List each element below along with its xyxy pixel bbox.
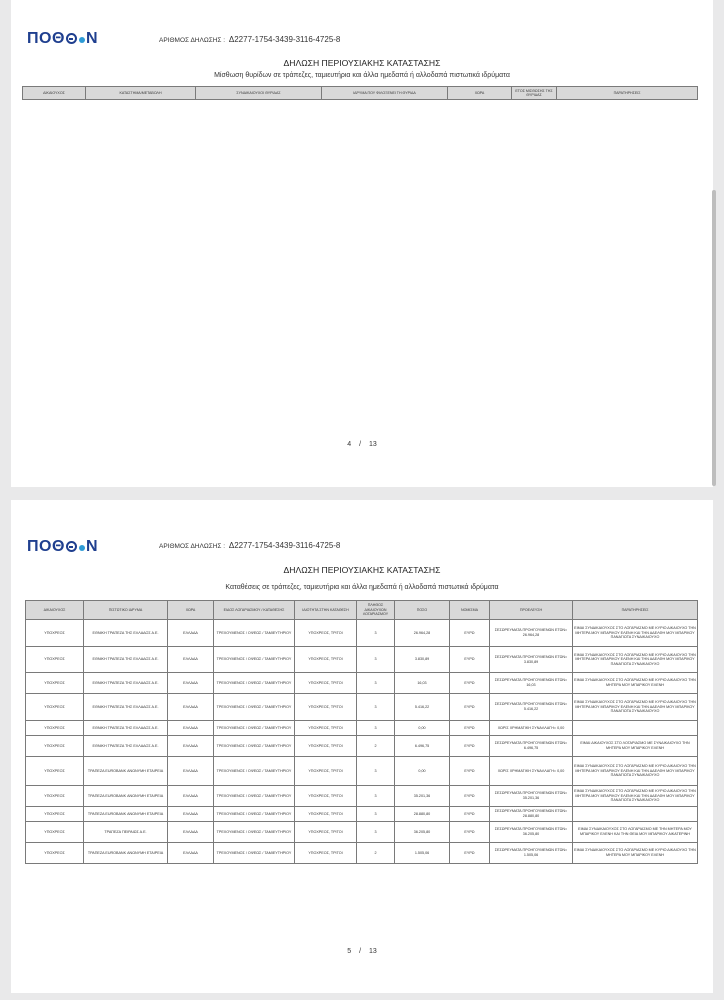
amount-cell: 16,03 bbox=[395, 673, 450, 694]
table-row bbox=[26, 786, 698, 807]
table-header-row bbox=[26, 601, 698, 620]
holders-count-cell: 3 bbox=[357, 721, 395, 736]
amount-cell: 28.880,80 bbox=[395, 807, 450, 822]
holders-count-cell: 3 bbox=[357, 620, 395, 647]
amount-cell: 0,00 bbox=[395, 757, 450, 786]
account-type-cell: ΤΡΕΧΟΥΜΕΝΟΣ / ΟΨΕΩΣ / ΤΑΜΙΕΥΤΗΡΙΟΥ bbox=[214, 757, 295, 786]
capacity-cell: ΥΠΟΧΡΕΟΣ, ΤΡΙΤΟΙ bbox=[295, 721, 357, 736]
currency-cell: ΕΥΡΩ bbox=[450, 647, 490, 673]
bank-cell: ΕΘΝΙΚΗ ΤΡΑΠΕΖΑ ΤΗΣ ΕΛΛΑΔΟΣ Α.Ε. bbox=[84, 620, 168, 647]
declaration-number bbox=[159, 541, 340, 550]
document-page-5 bbox=[11, 500, 713, 993]
origin-cell: ΣΕΣΩΡΕΥΜΑΤΑ ΠΡΟΗΓΟΥΜΕΝΩΝ ΕΤΩΝ= 28.880,80 bbox=[490, 807, 573, 822]
holders-count-cell: 2 bbox=[357, 736, 395, 757]
table-row bbox=[26, 736, 698, 757]
page-current: 4 bbox=[347, 441, 352, 448]
amount-cell: 3.830,89 bbox=[395, 647, 450, 673]
origin-cell: ΣΕΣΩΡΕΥΜΑΤΑ ΠΡΟΗΓΟΥΜΕΝΩΝ ΕΤΩΝ= 26.964,28 bbox=[490, 620, 573, 647]
currency-cell: ΕΥΡΩ bbox=[450, 786, 490, 807]
remarks-cell: ΕΙΜΑΙ ΣΥΝΔΙΚΑΙΟΥΧΟΣ ΣΤΟ ΛΟΓΑΡΙΑΣΜΟ ΜΕ ΚΥΡΙΟ ΔΙΚΑΙΟΥΧΟ ΤΗΝ ΜΗΤΕΡΑ ΜΟΥ ΜΠΑΡΙΚΟΥ ΕΛΕΝΗ bbox=[573, 843, 698, 864]
amount-cell: 1.505,06 bbox=[395, 843, 450, 864]
remarks-cell: ΕΙΜΑΙ ΣΥΝΔΙΚΑΙΟΥΧΟΣ ΣΤΟ ΛΟΓΑΡΙΑΣΜΟ ΜΕ ΚΥΡΙΟ ΔΙΚΑΙΟΥΧΟ ΤΗΝ ΜΗΤΕΡΑ ΜΟΥ ΜΠΑΡΙΚΟΥ ΕΛΕΝΗ ΚΑΙ ΤΗΝ ΑΔΕΛΦΗ ΜΟΥ ΜΠΑΡΙΚΟΥ ΠΑΝΑΓΙΩΤΑ ΣΥΝΔΙΚΑΙΟΥΧΟ bbox=[573, 647, 698, 673]
country-cell: ΕΛΛΑΔΑ bbox=[168, 673, 214, 694]
column-header: ΧΩΡΑ bbox=[448, 87, 512, 100]
column-header: ΕΤΟΣ ΜΙΣΘΩΣΗΣ ΤΗΣ ΘΥΡΙΔΑΣ bbox=[512, 87, 557, 100]
table-row bbox=[26, 620, 698, 647]
currency-cell: ΕΥΡΩ bbox=[450, 673, 490, 694]
holders-count-cell: 3 bbox=[357, 807, 395, 822]
remarks-cell bbox=[573, 807, 698, 822]
holders-count-cell: 3 bbox=[357, 786, 395, 807]
column-header: ΕΙΔΟΣ ΛΟΓΑΡΙΑΣΜΟΥ / ΚΑΤΑΘΕΣΗΣ bbox=[214, 601, 295, 620]
capacity-cell: ΥΠΟΧΡΕΟΣ, ΤΡΙΤΟΙ bbox=[295, 736, 357, 757]
pothen-logo: ΠΟΘ Ν bbox=[27, 538, 99, 555]
declaration-number-value: Δ2277-1754-3439-3116-4725-8 bbox=[228, 35, 341, 44]
holders-count-cell: 3 bbox=[357, 647, 395, 673]
bank-cell: ΤΡΑΠΕΖΑ ΠΕΙΡΑΙΩΣ Α.Ε. bbox=[84, 822, 168, 843]
beneficiary-cell: ΥΠΟΧΡΕΟΣ bbox=[26, 786, 84, 807]
country-cell: ΕΛΛΑΔΑ bbox=[168, 647, 214, 673]
declaration-number bbox=[159, 35, 340, 44]
page-counter bbox=[11, 948, 713, 955]
page-total: 13 bbox=[368, 948, 377, 955]
table-row bbox=[26, 843, 698, 864]
holders-count-cell: 3 bbox=[357, 757, 395, 786]
origin-cell: ΣΕΣΩΡΕΥΜΑΤΑ ΠΡΟΗΓΟΥΜΕΝΩΝ ΕΤΩΝ= 35.201,36 bbox=[490, 786, 573, 807]
country-cell: ΕΛΛΑΔΑ bbox=[168, 786, 214, 807]
account-type-cell: ΤΡΕΧΟΥΜΕΝΟΣ / ΟΨΕΩΣ / ΤΑΜΙΕΥΤΗΡΙΟΥ bbox=[214, 786, 295, 807]
table-header-row bbox=[23, 87, 698, 100]
remarks-cell: ΕΙΜΑΙ ΣΥΝΔΙΚΑΙΟΥΧΟΣ ΣΤΟ ΛΟΓΑΡΙΑΣΜΟ ΜΕ ΚΥΡΙΟ ΔΙΚΑΙΟΥΧΟ ΤΗΝ ΜΗΤΕΡΑ ΜΟΥ ΜΠΑΡΙΚΟΥ ΕΛΕΝΗ ΚΑΙ ΤΗΝ ΑΔΕΛΦΗ ΜΟΥ ΜΠΑΡΙΚΟΥ ΠΑΝΑΓΙΩΤΑ ΣΥΝΔΙΚΑΙΟΥΧΟ bbox=[573, 694, 698, 721]
table-row bbox=[26, 807, 698, 822]
page-total: 13 bbox=[368, 441, 377, 448]
pothen-logo: ΠΟΘ Ν bbox=[27, 30, 99, 47]
bank-cell: ΕΘΝΙΚΗ ΤΡΑΠΕΖΑ ΤΗΣ ΕΛΛΑΔΟΣ Α.Ε. bbox=[84, 694, 168, 721]
amount-cell: 0,00 bbox=[395, 721, 450, 736]
currency-cell: ΕΥΡΩ bbox=[450, 736, 490, 757]
capacity-cell: ΥΠΟΧΡΕΟΣ, ΤΡΙΤΟΙ bbox=[295, 694, 357, 721]
page-title: ΔΗΛΩΣΗ ΠΕΡΙΟΥΣΙΑΚΗΣ ΚΑΤΑΣΤΑΣΗΣ bbox=[283, 565, 441, 575]
remarks-cell: ΕΙΜΑΙ ΣΥΝΔΙΚΑΙΟΥΧΟΣ ΣΤΟ ΛΟΓΑΡΙΑΣΜΟ ΜΕ ΚΥΡΙΟ ΔΙΚΑΙΟΥΧΟ ΤΗΝ ΜΗΤΕΡΑ ΜΟΥ ΜΠΑΡΙΚΟΥ ΕΛΕΝΗ ΚΑΙ ΤΗΝ ΑΔΕΛΦΗ ΜΟΥ ΜΠΑΡΙΚΟΥ ΠΑΝΑΓΙΩΤΑ ΣΥΝΔΙΚΑΙΟΥΧΟ bbox=[573, 757, 698, 786]
remarks-cell bbox=[573, 721, 698, 736]
page-title: ΔΗΛΩΣΗ ΠΕΡΙΟΥΣΙΑΚΗΣ ΚΑΤΑΣΤΑΣΗΣ bbox=[283, 58, 441, 68]
column-header: ΧΩΡΑ bbox=[168, 601, 214, 620]
amount-cell: 36.205,80 bbox=[395, 822, 450, 843]
column-header: ΠΟΣΟ bbox=[395, 601, 450, 620]
currency-cell: ΕΥΡΩ bbox=[450, 721, 490, 736]
origin-cell: ΧΩΡΙΣ ΧΡΗΜΑΤΙΚΗ ΣΥΝΑΛΛΑΓΗ= 0,00 bbox=[490, 757, 573, 786]
beneficiary-cell: ΥΠΟΧΡΕΟΣ bbox=[26, 721, 84, 736]
beneficiary-cell: ΥΠΟΧΡΕΟΣ bbox=[26, 673, 84, 694]
country-cell: ΕΛΛΑΔΑ bbox=[168, 822, 214, 843]
column-header: ΙΔΙΟΤΗΤΑ ΣΤΗΝ ΚΑΤΑΘΕΣΗ bbox=[295, 601, 357, 620]
table-row bbox=[26, 822, 698, 843]
bank-cell: ΕΘΝΙΚΗ ΤΡΑΠΕΖΑ ΤΗΣ ΕΛΛΑΔΟΣ Α.Ε. bbox=[84, 721, 168, 736]
currency-cell: ΕΥΡΩ bbox=[450, 694, 490, 721]
country-cell: ΕΛΛΑΔΑ bbox=[168, 620, 214, 647]
origin-cell: ΣΕΣΩΡΕΥΜΑΤΑ ΠΡΟΗΓΟΥΜΕΝΩΝ ΕΤΩΝ= 5.416,22 bbox=[490, 694, 573, 721]
page-counter bbox=[11, 441, 713, 448]
country-cell: ΕΛΛΑΔΑ bbox=[168, 736, 214, 757]
section-subtitle: Καταθέσεις σε τράπεζες, ταμιευτήρια και άλλα ημεδαπά ή αλλοδαπά πιστωτικά ιδρύματα bbox=[225, 584, 499, 591]
table-row bbox=[26, 673, 698, 694]
bank-cell: ΕΘΝΙΚΗ ΤΡΑΠΕΖΑ ΤΗΣ ΕΛΛΑΔΟΣ Α.Ε. bbox=[84, 673, 168, 694]
origin-cell: ΧΩΡΙΣ ΧΡΗΜΑΤΙΚΗ ΣΥΝΑΛΛΑΓΗ= 0,00 bbox=[490, 721, 573, 736]
account-type-cell: ΤΡΕΧΟΥΜΕΝΟΣ / ΟΨΕΩΣ / ΤΑΜΙΕΥΤΗΡΙΟΥ bbox=[214, 647, 295, 673]
remarks-cell: ΕΙΜΑΙ ΔΙΚΑΙΟΥΧΟΣ ΣΤΟ ΛΟΓΑΡΙΑΣΜΟ ΜΕ ΣΥΝΔΙΚΑΙΟΥΧΟ ΤΗΝ ΜΗΤΕΡΑ ΜΟΥ ΜΠΑΡΙΚΟΥ ΕΛΕΝΗ bbox=[573, 736, 698, 757]
account-type-cell: ΤΡΕΧΟΥΜΕΝΟΣ / ΟΨΕΩΣ / ΤΑΜΙΕΥΤΗΡΙΟΥ bbox=[214, 822, 295, 843]
holders-count-cell: 3 bbox=[357, 673, 395, 694]
document-page-4 bbox=[11, 0, 713, 487]
capacity-cell: ΥΠΟΧΡΕΟΣ, ΤΡΙΤΟΙ bbox=[295, 843, 357, 864]
account-type-cell: ΤΡΕΧΟΥΜΕΝΟΣ / ΟΨΕΩΣ / ΤΑΜΙΕΥΤΗΡΙΟΥ bbox=[214, 721, 295, 736]
remarks-cell: ΕΙΜΑΙ ΣΥΝΔΙΚΑΙΟΥΧΟΣ ΣΤΟ ΛΟΓΑΡΙΑΣΜΟ ΜΕ ΤΗΝ ΜΗΤΕΡΑ ΜΟΥ ΜΠΑΡΙΚΟΥ ΕΛΕΝΗ ΚΑΙ ΤΗΝ ΘΕΙΑ ΜΟΥ ΜΠΑΡΙΚΟΥ ΑΙΚΑΤΕΡΙΝΗ bbox=[573, 822, 698, 843]
account-type-cell: ΤΡΕΧΟΥΜΕΝΟΣ / ΟΨΕΩΣ / ΤΑΜΙΕΥΤΗΡΙΟΥ bbox=[214, 694, 295, 721]
bank-cell: ΤΡΑΠΕΖΑ EUROBANK ΑΝΩΝΥΜΗ ΕΤΑΙΡΕΙΑ bbox=[84, 757, 168, 786]
table-row bbox=[26, 721, 698, 736]
origin-cell: ΣΕΣΩΡΕΥΜΑΤΑ ΠΡΟΗΓΟΥΜΕΝΩΝ ΕΤΩΝ= 36.205,80 bbox=[490, 822, 573, 843]
capacity-cell: ΥΠΟΧΡΕΟΣ, ΤΡΙΤΟΙ bbox=[295, 822, 357, 843]
amount-cell: 6.496,75 bbox=[395, 736, 450, 757]
beneficiary-cell: ΥΠΟΧΡΕΟΣ bbox=[26, 757, 84, 786]
page-separator: / bbox=[359, 948, 362, 955]
beneficiary-cell: ΥΠΟΧΡΕΟΣ bbox=[26, 807, 84, 822]
remarks-cell: ΕΙΜΑΙ ΣΥΝΔΙΚΑΙΟΥΧΟΣ ΣΤΟ ΛΟΓΑΡΙΑΣΜΟ ΜΕ ΚΥΡΙΟ ΔΙΚΑΙΟΥΧΟ ΤΗΝ ΜΗΤΕΡΑ ΜΟΥ ΜΠΑΡΙΚΟΥ ΕΛΕΝΗ ΚΑΙ ΤΗΝ ΑΔΕΛΦΗ ΜΟΥ ΜΠΑΡΙΚΟΥ ΠΑΝΑΓΙΩΤΑ ΣΥΝΔΙΚΑΙΟΥΧΟ bbox=[573, 786, 698, 807]
capacity-cell: ΥΠΟΧΡΕΟΣ, ΤΡΙΤΟΙ bbox=[295, 673, 357, 694]
account-type-cell: ΤΡΕΧΟΥΜΕΝΟΣ / ΟΨΕΩΣ / ΤΑΜΙΕΥΤΗΡΙΟΥ bbox=[214, 620, 295, 647]
beneficiary-cell: ΥΠΟΧΡΕΟΣ bbox=[26, 620, 84, 647]
page-current: 5 bbox=[347, 948, 352, 955]
page-separator: / bbox=[359, 441, 362, 448]
holders-count-cell: 3 bbox=[357, 822, 395, 843]
column-header: ΠΑΡΑΤΗΡΗΣΕΙΣ bbox=[573, 601, 698, 620]
amount-cell: 26.964,28 bbox=[395, 620, 450, 647]
beneficiary-cell: ΥΠΟΧΡΕΟΣ bbox=[26, 843, 84, 864]
column-header: ΣΥΝΔΙΚΑΙΟΥΧΟΙ ΘΥΡΙΔΑΣ bbox=[196, 87, 322, 100]
beneficiary-cell: ΥΠΟΧΡΕΟΣ bbox=[26, 736, 84, 757]
table-row bbox=[26, 757, 698, 786]
currency-cell: ΕΥΡΩ bbox=[450, 620, 490, 647]
remarks-cell: ΕΙΜΑΙ ΣΥΝΔΙΚΑΙΟΥΧΟΣ ΣΤΟ ΛΟΓΑΡΙΑΣΜΟ ΜΕ ΚΥΡΙΟ ΔΙΚΑΙΟΥΧΟ ΤΗΝ ΜΗΤΕΡΑ ΜΟΥ ΜΠΑΡΙΚΟΥ ΕΛΕΝΗ bbox=[573, 673, 698, 694]
beneficiary-cell: ΥΠΟΧΡΕΟΣ bbox=[26, 647, 84, 673]
account-type-cell: ΤΡΕΧΟΥΜΕΝΟΣ / ΟΨΕΩΣ / ΤΑΜΙΕΥΤΗΡΙΟΥ bbox=[214, 843, 295, 864]
scrollbar-thumb[interactable] bbox=[712, 190, 716, 486]
currency-cell: ΕΥΡΩ bbox=[450, 807, 490, 822]
beneficiary-cell: ΥΠΟΧΡΕΟΣ bbox=[26, 822, 84, 843]
currency-cell: ΕΥΡΩ bbox=[450, 843, 490, 864]
capacity-cell: ΥΠΟΧΡΕΟΣ, ΤΡΙΤΟΙ bbox=[295, 647, 357, 673]
bank-cell: ΤΡΑΠΕΖΑ EUROBANK ΑΝΩΝΥΜΗ ΕΤΑΙΡΕΙΑ bbox=[84, 843, 168, 864]
origin-cell: ΣΕΣΩΡΕΥΜΑΤΑ ΠΡΟΗΓΟΥΜΕΝΩΝ ΕΤΩΝ= 16,03 bbox=[490, 673, 573, 694]
origin-cell: ΣΕΣΩΡΕΥΜΑΤΑ ΠΡΟΗΓΟΥΜΕΝΩΝ ΕΤΩΝ= 6.496,75 bbox=[490, 736, 573, 757]
country-cell: ΕΛΛΑΔΑ bbox=[168, 694, 214, 721]
bank-deposits-table bbox=[25, 600, 698, 864]
country-cell: ΕΛΛΑΔΑ bbox=[168, 843, 214, 864]
country-cell: ΕΛΛΑΔΑ bbox=[168, 757, 214, 786]
declaration-number-value: Δ2277-1754-3439-3116-4725-8 bbox=[228, 541, 341, 550]
table-row bbox=[26, 694, 698, 721]
bank-cell: ΕΘΝΙΚΗ ΤΡΑΠΕΖΑ ΤΗΣ ΕΛΛΑΔΟΣ Α.Ε. bbox=[84, 736, 168, 757]
column-header: ΠΡΟΕΛΕΥΣΗ bbox=[490, 601, 573, 620]
currency-cell: ΕΥΡΩ bbox=[450, 822, 490, 843]
bank-cell: ΤΡΑΠΕΖΑ EUROBANK ΑΝΩΝΥΜΗ ΕΤΑΙΡΕΙΑ bbox=[84, 807, 168, 822]
bank-cell: ΕΘΝΙΚΗ ΤΡΑΠΕΖΑ ΤΗΣ ΕΛΛΑΔΟΣ Α.Ε. bbox=[84, 647, 168, 673]
origin-cell: ΣΕΣΩΡΕΥΜΑΤΑ ΠΡΟΗΓΟΥΜΕΝΩΝ ΕΤΩΝ= 3.830,89 bbox=[490, 647, 573, 673]
currency-cell: ΕΥΡΩ bbox=[450, 757, 490, 786]
section-subtitle: Μίσθωση θυρίδων σε τράπεζες, ταμιευτήρια και άλλα ημεδαπά ή αλλοδαπά πιστωτικά ιδρύματα bbox=[214, 72, 510, 79]
column-header: ΔΙΚΑΙΟΥΧΟΣ bbox=[26, 601, 84, 620]
column-header: ΝΟΜΙΣΜΑ bbox=[450, 601, 490, 620]
column-header: ΙΔΡΥΜΑ ΠΟΥ ΦΙΛΟΞΕΝΕΙ ΤΗ ΘΥΡΙΔΑ bbox=[322, 87, 448, 100]
capacity-cell: ΥΠΟΧΡΕΟΣ, ΤΡΙΤΟΙ bbox=[295, 757, 357, 786]
column-header: ΠΑΡΑΤΗΡΗΣΕΙΣ bbox=[557, 87, 698, 100]
amount-cell: 35.201,36 bbox=[395, 786, 450, 807]
account-type-cell: ΤΡΕΧΟΥΜΕΝΟΣ / ΟΨΕΩΣ / ΤΑΜΙΕΥΤΗΡΙΟΥ bbox=[214, 673, 295, 694]
account-type-cell: ΤΡΕΧΟΥΜΕΝΟΣ / ΟΨΕΩΣ / ΤΑΜΙΕΥΤΗΡΙΟΥ bbox=[214, 736, 295, 757]
remarks-cell: ΕΙΜΑΙ ΣΥΝΔΙΚΑΙΟΥΧΟΣ ΣΤΟ ΛΟΓΑΡΙΑΣΜΟ ΜΕ ΚΥΡΙΟ ΔΙΚΑΙΟΥΧΟ ΤΗΝ ΜΗΤΕΡΑ ΜΟΥ ΜΠΑΡΙΚΟΥ ΕΛΕΝΗ ΚΑΙ ΤΗΝ ΑΔΕΛΦΗ ΜΟΥ ΜΠΑΡΙΚΟΥ ΠΑΝΑΓΙΩΤΑ ΣΥΝΔΙΚΑΙΟΥΧΟ bbox=[573, 620, 698, 647]
account-type-cell: ΤΡΕΧΟΥΜΕΝΟΣ / ΟΨΕΩΣ / ΤΑΜΙΕΥΤΗΡΙΟΥ bbox=[214, 807, 295, 822]
beneficiary-cell: ΥΠΟΧΡΕΟΣ bbox=[26, 694, 84, 721]
capacity-cell: ΥΠΟΧΡΕΟΣ, ΤΡΙΤΟΙ bbox=[295, 786, 357, 807]
country-cell: ΕΛΛΑΔΑ bbox=[168, 807, 214, 822]
origin-cell: ΣΕΣΩΡΕΥΜΑΤΑ ΠΡΟΗΓΟΥΜΕΝΩΝ ΕΤΩΝ= 1.505,06 bbox=[490, 843, 573, 864]
bank-cell: ΤΡΑΠΕΖΑ EUROBANK ΑΝΩΝΥΜΗ ΕΤΑΙΡΕΙΑ bbox=[84, 786, 168, 807]
column-header: ΔΙΚΑΙΟΥΧΟΣ bbox=[23, 87, 86, 100]
capacity-cell: ΥΠΟΧΡΕΟΣ, ΤΡΙΤΟΙ bbox=[295, 807, 357, 822]
country-cell: ΕΛΛΑΔΑ bbox=[168, 721, 214, 736]
column-header: ΠΙΣΤΩΤΙΚΟ ΙΔΡΥΜΑ bbox=[84, 601, 168, 620]
table-row bbox=[26, 647, 698, 673]
amount-cell: 5.416,22 bbox=[395, 694, 450, 721]
column-header: ΚΑΤΑΣΤΗΜΑ/ΜΕΤΑΒΟΛΗ bbox=[86, 87, 196, 100]
declaration-number-label: ΑΡΙΘΜΟΣ ΔΗΛΩΣΗΣ : bbox=[159, 543, 226, 550]
safe-deposit-boxes-table bbox=[22, 86, 698, 100]
holders-count-cell: 3 bbox=[357, 694, 395, 721]
capacity-cell: ΥΠΟΧΡΕΟΣ, ΤΡΙΤΟΙ bbox=[295, 620, 357, 647]
holders-count-cell: 2 bbox=[357, 843, 395, 864]
declaration-number-label: ΑΡΙΘΜΟΣ ΔΗΛΩΣΗΣ : bbox=[159, 37, 226, 44]
column-header: ΠΛΗΘΟΣ ΔΙΚΑΙΟΥΧΩΝ ΛΟΓΑΡΙΑΣΜΟΥ bbox=[357, 601, 395, 620]
